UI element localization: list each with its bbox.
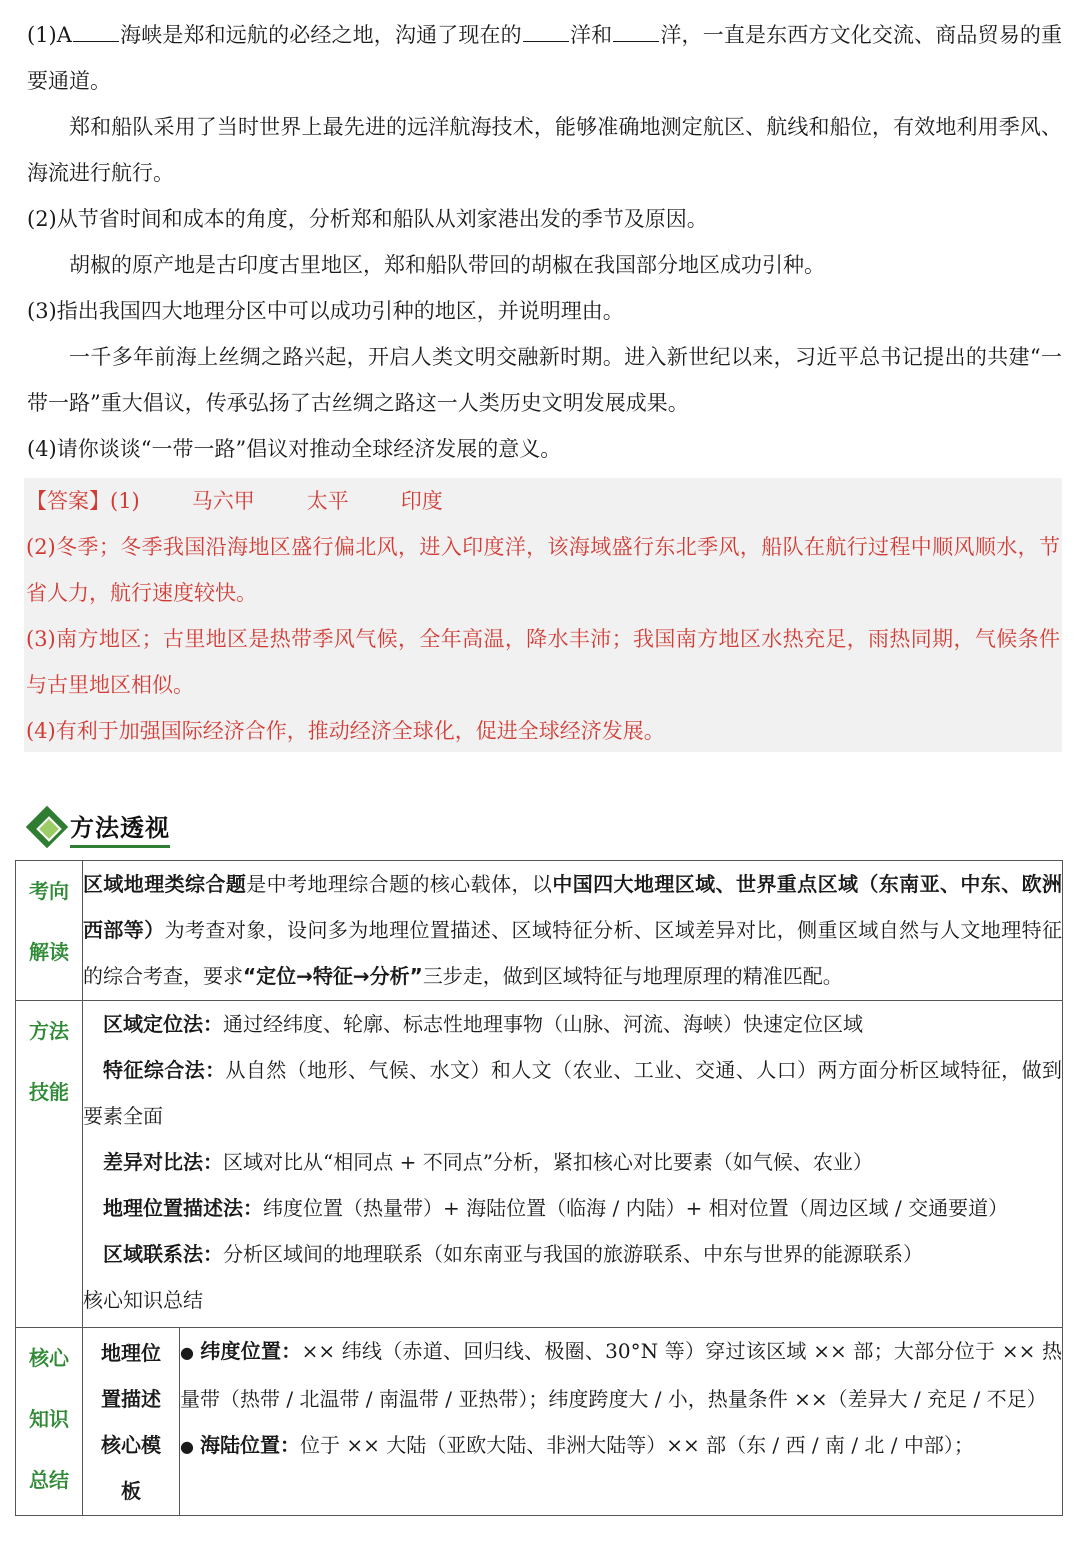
bullet-icon: ● bbox=[180, 1343, 195, 1362]
list-item: 区域定位法：通过经纬度、轮廓、标志性地理事物（山脉、河流、海峡）快速定位区域 bbox=[103, 1012, 863, 1036]
table-row bbox=[16, 1328, 1063, 1516]
core-knowledge-caption: 核心知识总结 bbox=[83, 1288, 203, 1312]
section-title: 方法透视 bbox=[70, 808, 170, 848]
diamond-icon bbox=[26, 806, 70, 850]
section-heading bbox=[26, 806, 170, 850]
table-row bbox=[16, 1001, 1063, 1328]
answer-box bbox=[24, 478, 1062, 752]
row-label-exam-direction: 考向 解读 bbox=[16, 861, 83, 1001]
answer-blank-2: 太平 bbox=[306, 489, 349, 513]
material-silk-road: 一千多年前海上丝绸之路兴起，开启人类文明交融新时期。进入新世纪以来，习近平总书记提出的共建“一带一路”重大倡议，传承弘扬了古丝绸之路这一人类历史文明发展成果。 bbox=[27, 345, 1062, 415]
answer-blank bbox=[613, 21, 659, 42]
row-label-core-knowledge: 核心 知识 总结 bbox=[16, 1328, 83, 1516]
answer-label: 【答案】 bbox=[26, 489, 110, 513]
list-item: ● 海陆位置：位于 ×× 大陆（亚欧大陆、非洲大陆等）×× 部（东 / 西 / 南 / 北 / 中部）； bbox=[180, 1433, 974, 1457]
table-row bbox=[16, 861, 1063, 1001]
answer-3: (3)南方地区；古里地区是热带季风气候，全年高温，降水丰沛；我国南方地区水热充足，雨热同期，气候条件与古里地区相似。 bbox=[26, 627, 1060, 697]
answer-1: 【答案】(1) 马六甲 太平 印度 bbox=[26, 478, 1060, 524]
exam-direction-content: 区域地理类综合题是中考地理综合题的核心载体，以中国四大地理区域、世界重点区域（东南亚、中东、欧洲西部等）为考查对象，设问多为地理位置描述、区域特征分析、区域差异对比，侧重区域自然与人文地理特征的综合考查，要求“定位→特征→分析”三步走，做到区域特征与地理原理的精准匹配。 bbox=[83, 861, 1063, 1001]
question-1: (1)A 海峡是郑和远航的必经之地，沟通了现在的 洋和 洋，一直是东西方文化交流、商品贸易的重要通道。 bbox=[27, 23, 1063, 93]
question-block bbox=[27, 12, 1062, 472]
answer-2: (2)冬季；冬季我国沿海地区盛行偏北风，进入印度洋，该海域盛行东北季风，船队在航行过程中顺风顺水，节省人力，航行速度较快。 bbox=[26, 535, 1060, 605]
answer-4: (4)有利于加强国际经济合作，推动经济全球化，促进全球经济发展。 bbox=[26, 719, 665, 743]
question-3: (3)指出我国四大地理分区中可以成功引种的地区，并说明理由。 bbox=[27, 299, 624, 323]
location-template-label: 地理位置描述核心模板 bbox=[83, 1328, 180, 1516]
question-2: (2)从节省时间和成本的角度，分析郑和船队从刘家港出发的季节及原因。 bbox=[27, 207, 708, 231]
answer-blank-3: 印度 bbox=[400, 489, 443, 513]
location-template-content bbox=[180, 1328, 1063, 1516]
list-item: ● 纬度位置：×× 纬线（赤道、回归线、极圈、30°N 等）穿过该区域 ×× 部；大部分位于 ×× 热量带（热带 / 北温带 / 南温带 / 亚热带）；纬度跨度大 / 小，热量条件 ××（差异大 / 充足 / 不足） bbox=[180, 1339, 1063, 1411]
row-label-method-skills: 方法 技能 bbox=[16, 1001, 83, 1328]
question-4: (4)请你谈谈“一带一路”倡议对推动全球经济发展的意义。 bbox=[27, 437, 562, 461]
list-item: 地理位置描述法：纬度位置（热量带）+ 海陆位置（临海 / 内陆）+ 相对位置（周边区域 / 交通要道） bbox=[103, 1196, 1009, 1220]
bullet-icon: ● bbox=[180, 1437, 194, 1456]
list-item: 区域联系法：分析区域间的地理联系（如东南亚与我国的旅游联系、中东与世界的能源联系） bbox=[103, 1242, 923, 1266]
material-pepper: 胡椒的原产地是古印度古里地区，郑和船队带回的胡椒在我国部分地区成功引种。 bbox=[69, 253, 825, 277]
answer-blank bbox=[73, 21, 119, 42]
answer-blank-1: 马六甲 bbox=[191, 489, 255, 513]
list-item: 特征综合法：从自然（地形、气候、水文）和人文（农业、工业、交通、人口）两方面分析区域特征，做到要素全面 bbox=[83, 1058, 1063, 1128]
method-table bbox=[15, 860, 1063, 1516]
list-item: 差异对比法：区域对比从“相同点 + 不同点”分析，紧扣核心对比要素（如气候、农业） bbox=[103, 1150, 873, 1174]
method-skills-content bbox=[83, 1001, 1063, 1328]
material-zhenghe: 郑和船队采用了当时世界上最先进的远洋航海技术，能够准确地测定航区、航线和船位，有效地利用季风、海流进行航行。 bbox=[27, 115, 1062, 185]
answer-blank bbox=[523, 21, 569, 42]
